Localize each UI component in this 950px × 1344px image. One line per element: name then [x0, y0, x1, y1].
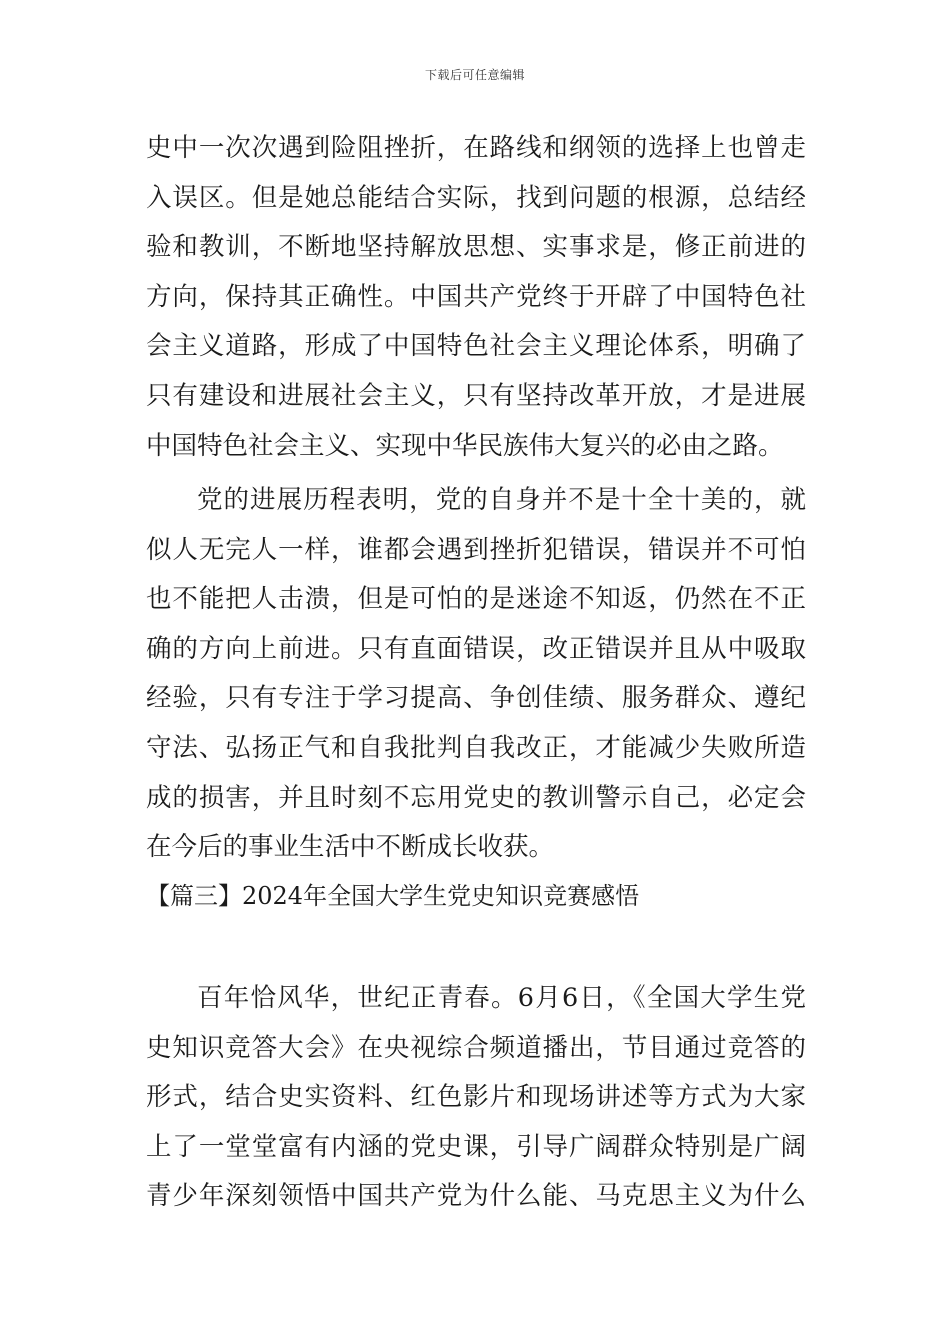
paragraph-line: 经验，只有专注于学习提高、争创佳绩、服务群众、遵纪: [146, 683, 806, 714]
header-note: 下载后可任意编辑: [424, 68, 525, 82]
paragraph-line: 会主义道路，形成了中国特色社会主义理论体系，明确了: [146, 331, 806, 362]
paragraph-1: [146, 124, 806, 471]
paragraph-line: 党的进展历程表明，党的自身并不是十全十美的，就: [197, 485, 806, 515]
paragraph-line: 守法、弘扬正气和自我批判自我改正，才能减少失败所造: [146, 732, 806, 763]
paragraph-line: 也不能把人击溃，但是可怕的是迷途不知返，仍然在不正: [146, 584, 806, 615]
paragraph-line: 百年恰风华，世纪正青春。6月6日，《全国大学生党: [197, 983, 806, 1013]
paragraph-line: 中国特色社会主义、实现中华民族伟大复兴的必由之路。: [146, 430, 784, 461]
paragraph-line: 上了一堂堂富有内涵的党史课，引导广阔群众特别是广阔: [146, 1131, 806, 1162]
paragraph-line: 确的方向上前进。只有直面错误，改正错误并且从中吸取: [146, 633, 806, 664]
paragraph-line: 成的损害，并且时刻不忘用党史的教训警示自己，必定会: [146, 782, 806, 813]
paragraph-line: 形式，结合史实资料、红色影片和现场讲述等方式为大家: [146, 1082, 806, 1113]
paragraph-line: 在今后的事业生活中不断成长收获。: [146, 832, 555, 863]
paragraph-2: [146, 476, 806, 873]
paragraph-line: 入误区。但是她总能结合实际，找到问题的根源，总结经: [146, 182, 806, 213]
paragraph-line: 史中一次次遇到险阻挫折，在路线和纲领的选择上也曾走: [146, 133, 806, 163]
paragraph-line: 青少年深刻领悟中国共产党为什么能、马克思主义为什么: [146, 1181, 806, 1212]
paragraph-line: 方向，保持其正确性。中国共产党终于开辟了中国特色社: [146, 281, 806, 312]
paragraph-3: [146, 974, 806, 1222]
section-heading: 【篇三】2024年全国大学生党史知识竞赛感悟: [146, 882, 640, 910]
paragraph-line: 似人无完人一样，谁都会遇到挫折犯错误，错误并不可怕: [146, 534, 806, 565]
paragraph-line: 验和教训，不断地坚持解放思想、实事求是，修正前进的: [146, 232, 806, 263]
paragraph-line: 只有建设和进展社会主义，只有坚持改革开放，才是进展: [146, 380, 806, 411]
paragraph-line: 史知识竞答大会》在央视综合频道播出，节目通过竞答的: [146, 1032, 806, 1063]
